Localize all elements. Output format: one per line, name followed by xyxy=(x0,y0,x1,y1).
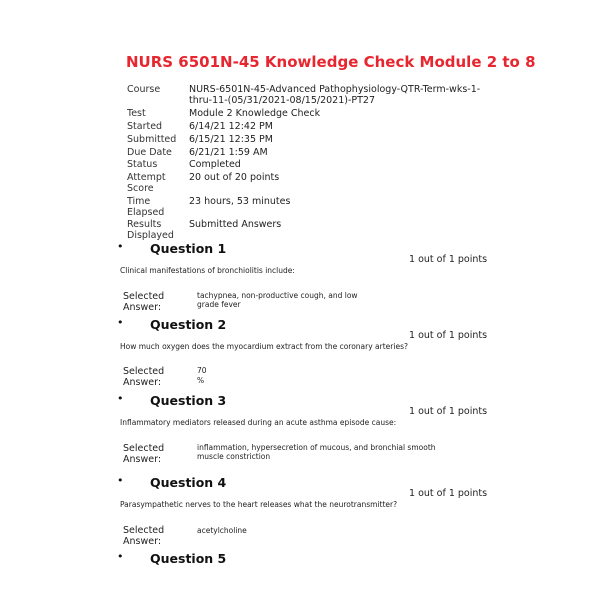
selected-answer-label-line2: Answer: xyxy=(123,377,162,388)
course-value-line1: NURS-6501N-45-Advanced Pathophysiology-QTR-Term-wks-1- xyxy=(189,84,481,95)
selected-answer-line1: inflammation, hypersecretion of mucous, and bronchial smooth xyxy=(197,443,436,452)
results-displayed-label-line1: Results xyxy=(127,219,162,230)
selected-answer-line2: % xyxy=(197,376,205,385)
question-points: 1 out of 1 points xyxy=(409,406,488,417)
selected-answer-line1: tachypnea, non-productive cough, and low xyxy=(197,291,358,300)
question-text: Inflammatory mediators released during an acute asthma episode cause: xyxy=(120,418,397,427)
selected-answer-label-line2: Answer: xyxy=(123,536,162,547)
started-label: Started xyxy=(127,121,163,132)
status-value: Completed xyxy=(189,159,241,170)
question-points: 1 out of 1 points xyxy=(409,330,488,341)
test-value: Module 2 Knowledge Check xyxy=(189,108,321,119)
question-title: Question 2 xyxy=(150,317,227,332)
bullet: • xyxy=(117,316,124,329)
started-value: 6/14/21 12:42 PM xyxy=(189,121,273,132)
submitted-value: 6/15/21 12:35 PM xyxy=(189,134,273,145)
time-elapsed-value: 23 hours, 53 minutes xyxy=(189,196,291,207)
question-title: Question 4 xyxy=(150,475,227,490)
due-date-value: 6/21/21 1:59 AM xyxy=(189,147,268,158)
course-label: Course xyxy=(127,84,161,95)
selected-answer-label-line1: Selected xyxy=(123,366,165,377)
bullet: • xyxy=(117,392,124,405)
question-text: How much oxygen does the myocardium extract from the coronary arteries? xyxy=(120,342,408,351)
status-label: Status xyxy=(127,159,158,170)
results-displayed-value: Submitted Answers xyxy=(189,219,282,230)
bullet: • xyxy=(117,240,124,253)
course-value-line2: thru-11-(05/31/2021-08/15/2021)-PT27 xyxy=(189,95,376,106)
question-text: Clinical manifestations of bronchiolitis include: xyxy=(120,266,295,275)
question-points: 1 out of 1 points xyxy=(409,488,488,499)
submitted-label: Submitted xyxy=(127,134,177,145)
question-text: Parasympathetic nerves to the heart releases what the neurotransmitter? xyxy=(120,500,398,509)
attempt-score-label-line1: Attempt xyxy=(127,172,166,183)
selected-answer-label-line1: Selected xyxy=(123,291,165,302)
selected-answer-label-line1: Selected xyxy=(123,443,165,454)
page-title: NURS 6501N-45 Knowledge Check Module 2 to 8 xyxy=(126,53,536,71)
selected-answer-line1: 70 xyxy=(197,366,207,375)
due-date-label: Due Date xyxy=(127,147,172,158)
results-displayed-label-line2: Displayed xyxy=(127,230,174,241)
selected-answer-label-line2: Answer: xyxy=(123,454,162,465)
question-points: 1 out of 1 points xyxy=(409,254,488,265)
bullet: • xyxy=(117,474,124,487)
time-elapsed-label-line2: Elapsed xyxy=(127,207,165,218)
time-elapsed-label-line1: Time xyxy=(127,196,151,207)
attempt-score-label-line2: Score xyxy=(127,183,154,194)
question-title: Question 5 xyxy=(150,551,227,566)
test-label: Test xyxy=(127,108,146,119)
attempt-score-value: 20 out of 20 points xyxy=(189,172,280,183)
bullet: • xyxy=(117,550,124,563)
question-title: Question 3 xyxy=(150,393,227,408)
question-title: Question 1 xyxy=(150,241,227,256)
selected-answer-line1: acetylcholine xyxy=(197,526,247,535)
selected-answer-line2: muscle constriction xyxy=(197,452,271,461)
selected-answer-label-line1: Selected xyxy=(123,525,165,536)
selected-answer-line2: grade fever xyxy=(197,300,241,309)
selected-answer-label-line2: Answer: xyxy=(123,302,162,313)
